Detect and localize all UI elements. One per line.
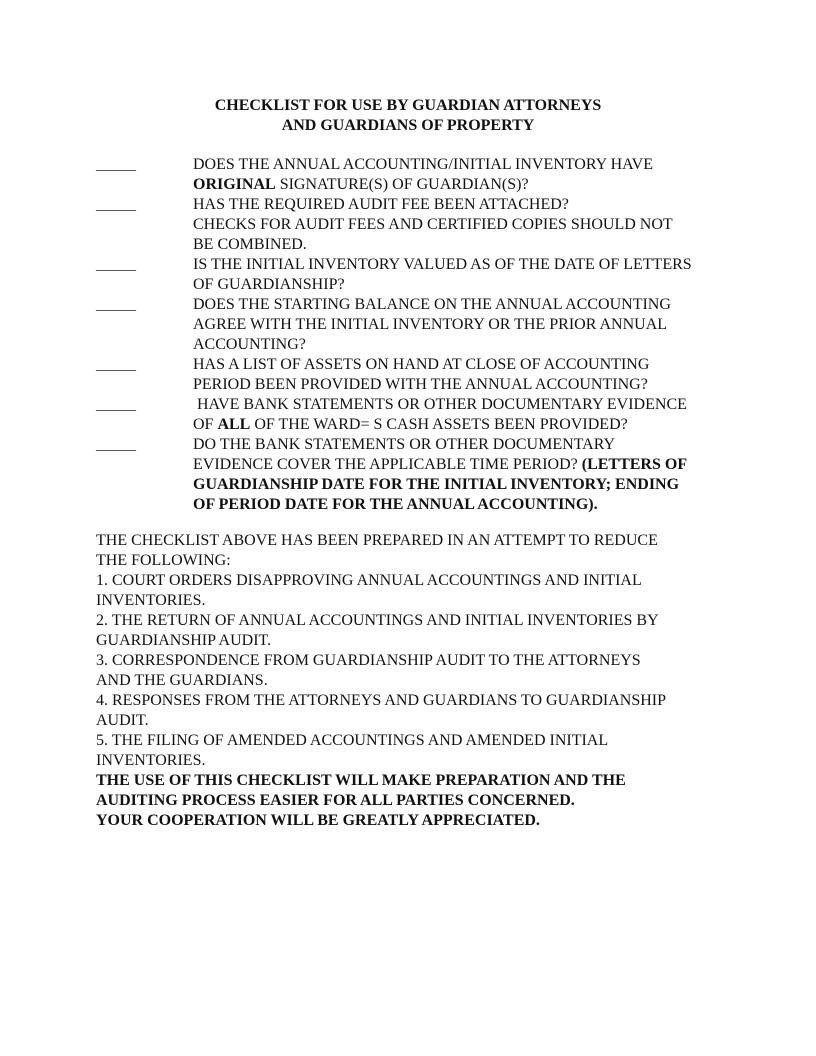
checkbox-blank-line[interactable]: _____	[96, 156, 136, 173]
checklist-item	[96, 295, 736, 355]
text-line	[96, 711, 736, 731]
text: INVENTORIES.	[96, 752, 206, 769]
bold-text: ALL	[217, 416, 251, 433]
bold-text: THE USE OF THIS CHECKLIST WILL MAKE PREPARATION AND THE	[96, 772, 626, 789]
text: OF	[193, 416, 218, 433]
text-line	[96, 691, 736, 711]
checkbox-blank-line[interactable]: _____	[96, 256, 136, 273]
text-line	[193, 155, 736, 175]
text: GUARDIANSHIP AUDIT.	[96, 632, 272, 649]
text-line	[96, 751, 736, 771]
text: 4. RESPONSES FROM THE ATTORNEYS AND GUARDIANS TO GUARDIANSHIP	[96, 692, 667, 709]
text: HAS THE REQUIRED AUDIT FEE BEEN ATTACHED?	[193, 196, 569, 213]
text-line	[96, 731, 736, 751]
text-line	[96, 651, 736, 671]
text-line	[96, 791, 736, 811]
text-line	[193, 315, 736, 335]
text-line	[193, 295, 736, 315]
text: 5. THE FILING OF AMENDED ACCOUNTINGS AND AMENDED INITIAL	[96, 732, 609, 749]
text-line	[96, 771, 736, 791]
text: INVENTORIES.	[96, 592, 206, 609]
checklist-item	[96, 255, 736, 295]
text-line	[193, 415, 736, 435]
text: DOES THE ANNUAL ACCOUNTING/INITIAL INVENTORY HAVE	[193, 156, 653, 173]
bold-text: (LETTERS OF	[581, 456, 688, 473]
checkbox-blank-line[interactable]: _____	[96, 196, 136, 213]
text-line	[96, 671, 736, 691]
text: 2. THE RETURN OF ANNUAL ACCOUNTINGS AND INITIAL INVENTORIES BY	[96, 612, 659, 629]
title-line-2: AND GUARDIANS OF PROPERTY	[281, 117, 535, 134]
text: THE FOLLOWING:	[96, 552, 231, 569]
text: 1. COURT ORDERS DISAPPROVING ANNUAL ACCOUNTINGS AND INITIAL	[96, 572, 642, 589]
text-line	[96, 531, 736, 551]
text-line	[193, 195, 736, 215]
checkbox-blank-line[interactable]: _____	[96, 436, 136, 453]
checklist-item	[96, 195, 736, 255]
checklist-item	[96, 435, 736, 515]
text: DOES THE STARTING BALANCE ON THE ANNUAL ACCOUNTING	[193, 296, 671, 313]
bold-text: AUDITING PROCESS EASIER FOR ALL PARTIES CONCERNED.	[96, 792, 575, 809]
text: AGREE WITH THE INITIAL INVENTORY OR THE PRIOR ANNUAL	[193, 316, 668, 333]
text: HAVE BANK STATEMENTS OR OTHER DOCUMENTARY EVIDENCE	[193, 396, 687, 413]
text: AUDIT.	[96, 712, 149, 729]
checkbox-blank-line[interactable]: _____	[96, 356, 136, 373]
text-line	[96, 811, 736, 831]
text-line	[96, 631, 736, 651]
text: SIGNATURE(S) OF GUARDIAN(S)?	[275, 176, 529, 193]
text-line	[96, 591, 736, 611]
text: AND THE GUARDIANS.	[96, 672, 268, 689]
text-line	[193, 275, 736, 295]
text: HAS A LIST OF ASSETS ON HAND AT CLOSE OF ACCOUNTING	[193, 356, 650, 373]
text: 3. CORRESPONDENCE FROM GUARDIANSHIP AUDIT TO THE ATTORNEYS	[96, 652, 641, 669]
text: OF GUARDIANSHIP?	[193, 276, 345, 293]
text-line	[193, 335, 736, 355]
text: CHECKS FOR AUDIT FEES AND CERTIFIED COPIES SHOULD NOT	[193, 216, 673, 233]
checklist-item	[96, 395, 736, 435]
text-line	[193, 495, 736, 515]
bold-text: GUARDIANSHIP DATE FOR THE INITIAL INVENTORY; ENDING	[193, 476, 680, 493]
text-line	[193, 375, 736, 395]
checkbox-blank-line[interactable]: _____	[96, 296, 136, 313]
text: OF THE WARD= S CASH ASSETS BEEN PROVIDED?	[250, 416, 628, 433]
checklist	[96, 155, 736, 515]
text-line	[193, 215, 736, 235]
text: EVIDENCE COVER THE APPLICABLE TIME PERIOD?	[193, 456, 582, 473]
text-line	[193, 475, 736, 495]
title-line-1: CHECKLIST FOR USE BY GUARDIAN ATTORNEYS	[214, 97, 602, 114]
bold-text: ORIGINAL	[193, 176, 276, 193]
notes-section	[96, 531, 736, 831]
text: BE COMBINED.	[193, 236, 307, 253]
text-line	[96, 611, 736, 631]
text: PERIOD BEEN PROVIDED WITH THE ANNUAL ACCOUNTING?	[193, 376, 648, 393]
text-line	[193, 355, 736, 375]
text-line	[193, 395, 736, 415]
checklist-item	[96, 355, 736, 395]
bold-text: YOUR COOPERATION WILL BE GREATLY APPRECIATED.	[96, 812, 540, 829]
text-line	[96, 551, 736, 571]
text-line	[193, 175, 736, 195]
checklist-item	[96, 155, 736, 195]
text-line	[193, 235, 736, 255]
checkbox-blank-line[interactable]: _____	[96, 396, 136, 413]
text-line	[193, 255, 736, 275]
text: IS THE INITIAL INVENTORY VALUED AS OF THE DATE OF LETTERS	[193, 256, 692, 273]
text: DO THE BANK STATEMENTS OR OTHER DOCUMENTARY	[193, 436, 616, 453]
text-line	[96, 571, 736, 591]
text-line	[193, 455, 736, 475]
text: THE CHECKLIST ABOVE HAS BEEN PREPARED IN AN ATTEMPT TO REDUCE	[96, 532, 658, 549]
text: ACCOUNTING?	[193, 336, 306, 353]
text-line	[193, 435, 736, 455]
bold-text: OF PERIOD DATE FOR THE ANNUAL ACCOUNTING).	[193, 496, 598, 513]
